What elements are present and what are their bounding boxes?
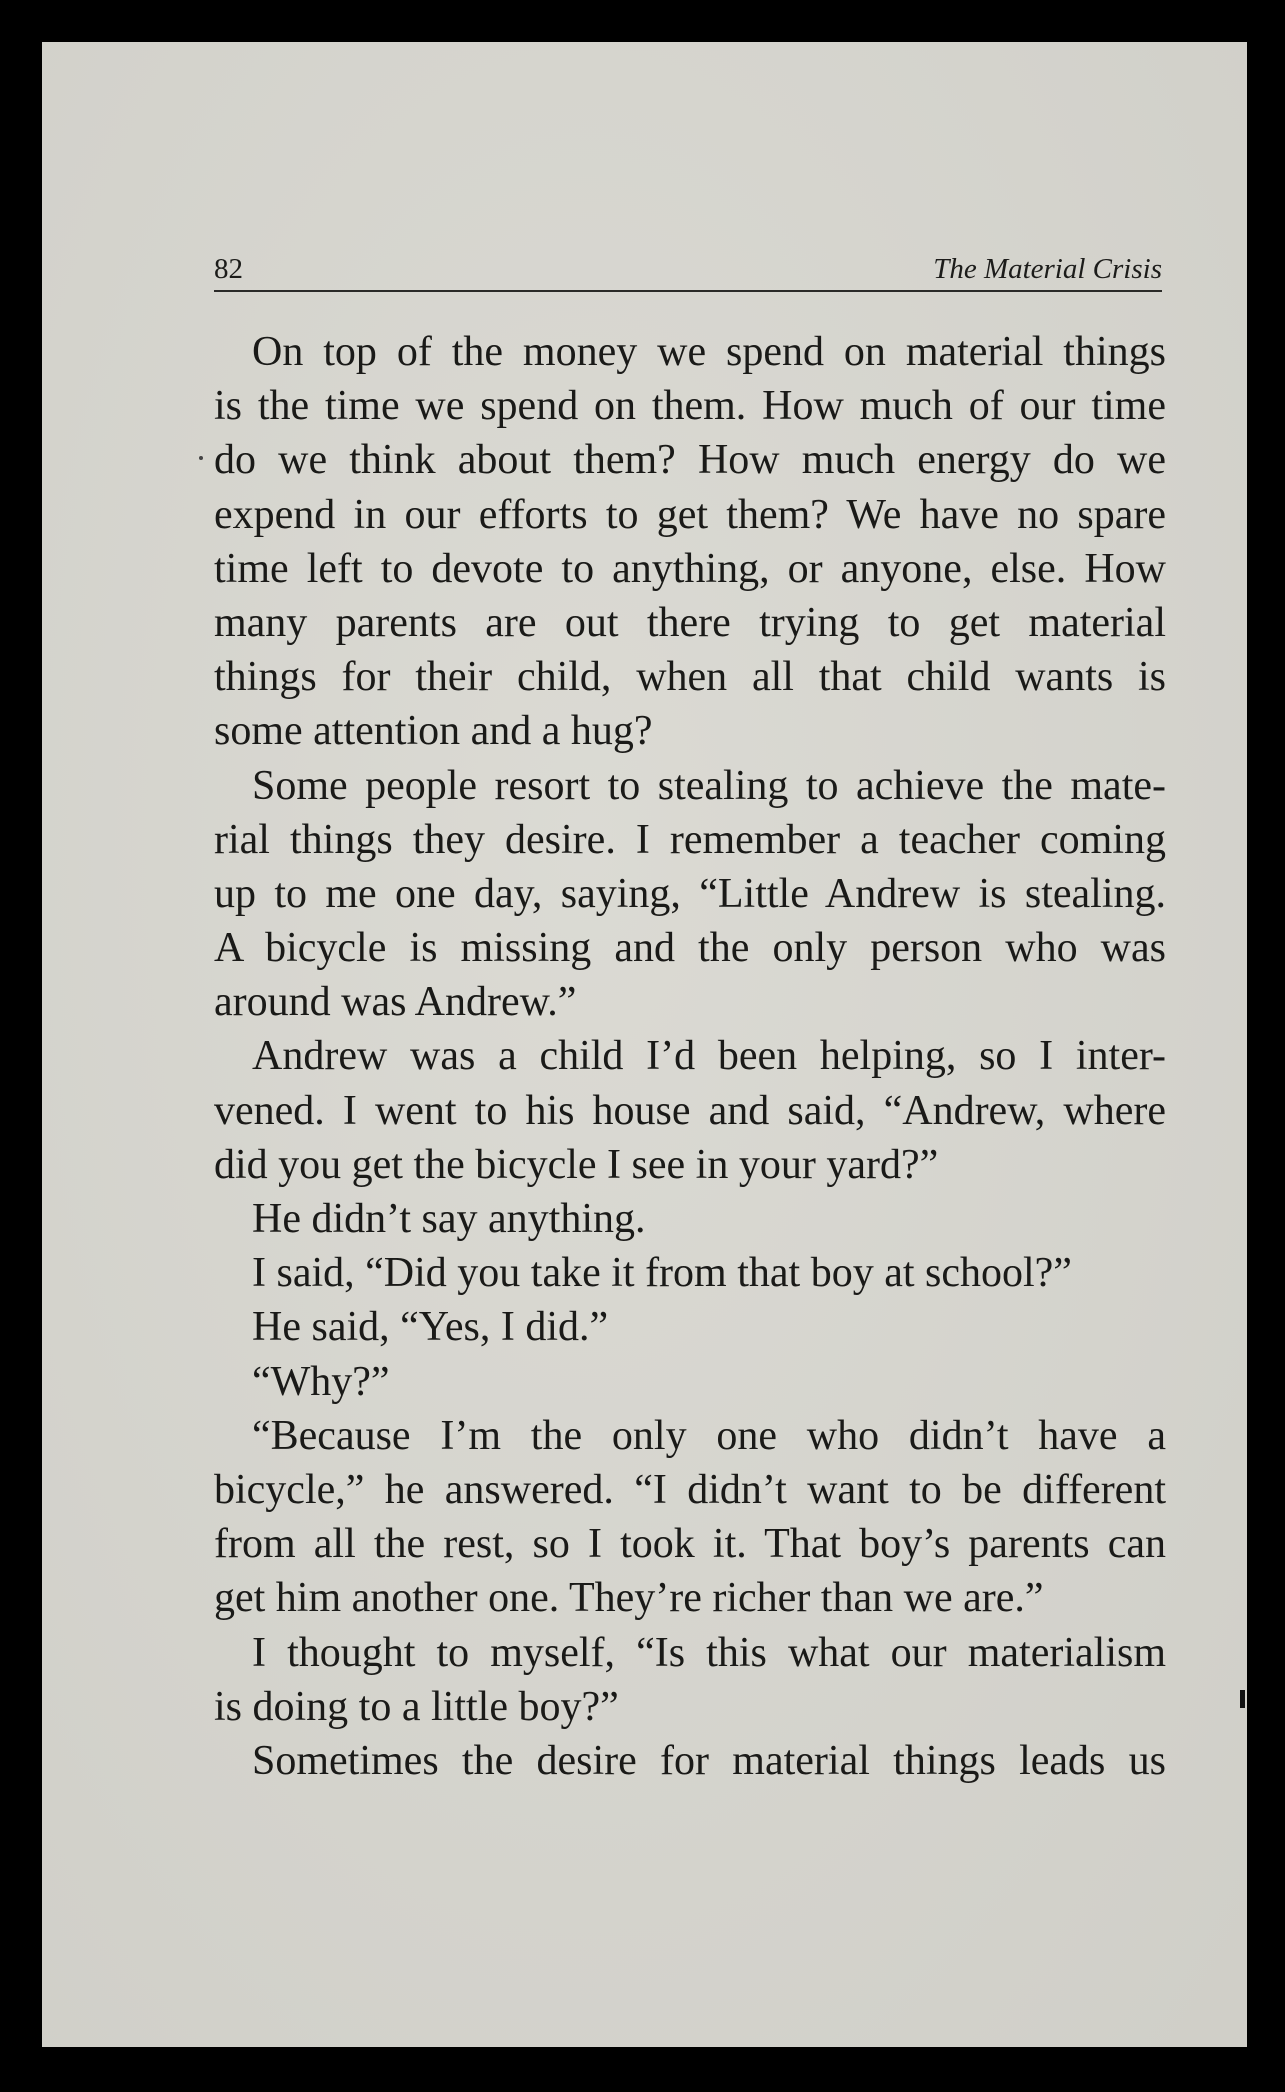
text-line: rial things they desire. I remember a teacher coming [214, 816, 1166, 863]
page-number: 82 [214, 253, 243, 285]
margin-mark [199, 456, 203, 460]
text-line: some attention and a hug? [214, 708, 653, 755]
text-line: up to me one day, saying, “Little Andrew is stealing. [214, 870, 1166, 917]
text-line: Sometimes the desire for material things leads us [252, 1737, 1166, 1784]
text-line: vened. I went to his house and said, “Andrew, where [214, 1087, 1166, 1134]
text-line: is the time we spend on them. How much of our time [214, 383, 1166, 430]
text-line: I said, “Did you take it from that boy at school?” [252, 1250, 1072, 1297]
text-line: is doing to a little boy?” [214, 1683, 619, 1730]
text-line: from all the rest, so I took it. That boy’s parents can [214, 1521, 1166, 1568]
text-line: many parents are out there trying to get material [214, 599, 1166, 646]
text-line: He didn’t say anything. [252, 1196, 646, 1242]
text-line: things for their child, when all that child wants is [214, 654, 1166, 701]
text-line: On top of the money we spend on material things [252, 329, 1166, 375]
text-line: He said, “Yes, I did.” [252, 1304, 609, 1351]
text-line: “Why?” [252, 1358, 390, 1405]
text-line: get him another one. They’re richer than we are.” [214, 1575, 1044, 1622]
text-line: Andrew was a child I’d been helping, so I inter- [252, 1033, 1166, 1080]
text-line: around was Andrew.” [214, 979, 577, 1026]
text-line: bicycle,” he answered. “I didn’t want to be different [214, 1466, 1166, 1513]
page-edge-mark [1240, 1690, 1245, 1708]
text-line: “Because I’m the only one who didn’t have a [252, 1412, 1166, 1459]
running-title: The Material Crisis [933, 253, 1162, 285]
text-line: time left to devote to anything, or anyone, else. How [214, 545, 1166, 592]
text-line: do we think about them? How much energy do we [214, 437, 1166, 484]
text-line: Some people resort to stealing to achieve the mate- [252, 762, 1166, 809]
text-line: A bicycle is missing and the only person who was [214, 925, 1166, 972]
body-text [214, 325, 1166, 1788]
running-head [214, 250, 1162, 292]
text-line: expend in our efforts to get them? We have no spare [214, 491, 1166, 538]
text-line: did you get the bicycle I see in your yard?” [214, 1141, 939, 1188]
text-line: I thought to myself, “Is this what our materialism [252, 1629, 1166, 1676]
